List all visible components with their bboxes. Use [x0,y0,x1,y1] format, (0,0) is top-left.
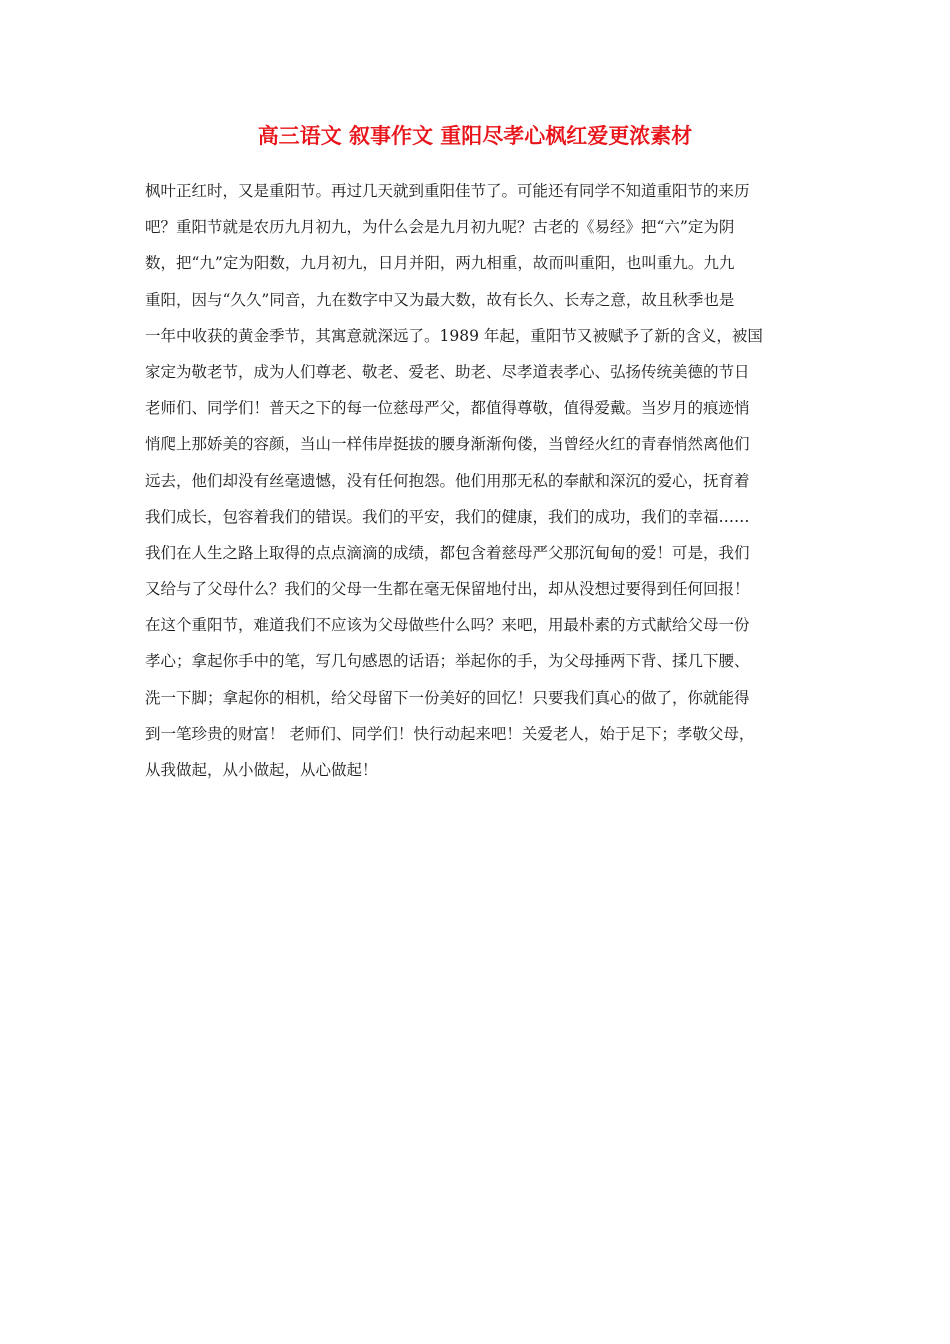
document-title: 高三语文 叙事作文 重阳尽孝心枫红爱更浓素材 [257,123,693,148]
body-line: 数，把“九”定为阳数，九月初九，日月并阳，两九相重，故而叫重阳，也叫重九。九九 [145,254,735,273]
body-line: 吧？重阳节就是农历九月初九，为什么会是九月初九呢？古老的《易经》把“六”定为阴 [145,218,735,237]
body-line: 在这个重阳节，难道我们不应该为父母做些什么吗？来吧，用最朴素的方式献给父母一份 [145,616,750,635]
body-line: 悄爬上那娇美的容颜，当山一样伟岸挺拔的腰身渐渐佝偻，当曾经火红的青春悄然离他们 [145,435,750,454]
body-line: 枫叶正红时，又是重阳节。再过几天就到重阳佳节了。可能还有同学不知道重阳节的来历 [145,182,750,200]
body-line: 远去，他们却没有丝毫遗憾，没有任何抱怨。他们用那无私的奉献和深沉的爱心，抚育着 [145,471,750,490]
body-line: 老师们、同学们！普天之下的每一位慈母严父，都值得尊敬，值得爱戴。当岁月的痕迹悄 [145,399,750,418]
body-line: 孝心；拿起你手中的笔，写几句感恩的话语；举起你的手，为父母捶两下背、揉几下腰、 [145,652,750,671]
body-line: 重阳，因与“久久”同音，九在数字中又为最大数，故有长久、长寿之意，故且秋季也是 [145,290,735,309]
body-line: 我们成长，包容着我们的错误。我们的平安，我们的健康，我们的成功，我们的幸福…… [145,507,750,526]
document-body [145,173,810,788]
body-line: 我们在人生之路上取得的点点滴滴的成绩，都包含着慈母严父那沉甸甸的爱！可是，我们 [145,543,750,562]
body-line: 又给与了父母什么？我们的父母一生都在毫无保留地付出，却从没想过要得到任何回报！ [145,580,750,599]
body-line: 家定为敬老节，成为人们尊老、敬老、爱老、助老、尽孝道表孝心、弘扬传统美德的节日 [145,362,750,381]
body-line: 一年中收获的黄金季节，其寓意就深远了。1989 年起，重阳节又被赋予了新的含义，被国 [145,326,763,345]
body-line: 洗一下脚；拿起你的相机，给父母留下一份美好的回忆！只要我们真心的做了，你就能得 [145,688,750,707]
body-line: 到一笔珍贵的财富！ 老师们、同学们！快行动起来吧！关爱老人，始于足下；孝敬父母， [145,724,755,743]
body-line: 从我做起，从小做起，从心做起！ [145,761,378,779]
